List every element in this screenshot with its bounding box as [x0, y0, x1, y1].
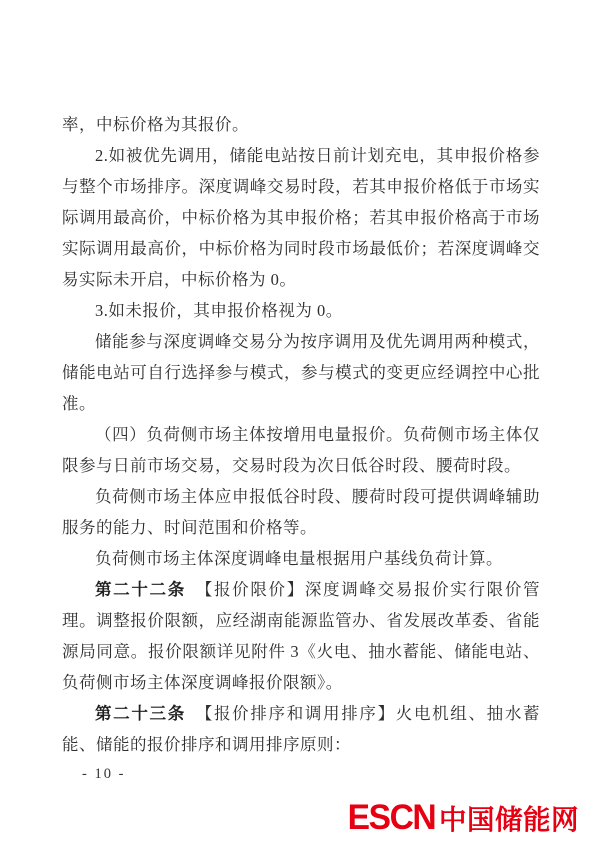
document-body: [62, 109, 540, 760]
body-paragraph: [62, 326, 540, 419]
body-paragraph: [62, 543, 540, 574]
article-number: 第二十三条: [95, 704, 186, 723]
body-paragraph: [62, 481, 540, 543]
paragraph-text: 2.如被优先调用，储能电站按日前计划充电，其申报价格参与整个市场排序。深度调峰交易时段，若其申报价格低于市场实际调用最高价，中标价格为其申报价格；若其申报价格高于市场实际调用最高价，中标价格为同时段市场最低价；若深度调峰交易实际未开启，中标价格为 0。: [62, 146, 540, 289]
paragraph-text: 储能参与深度调峰交易分为按序调用及优先调用两种模式，储能电站可自行选择参与模式，参与模式的变更应经调控中心批准。: [62, 332, 540, 413]
logo-text-latin: ESCN: [347, 798, 435, 837]
paragraph-text: 【报价排序和调用排序】火电机组、抽水蓄能、储能的报价排序和调用排序原则：: [62, 704, 541, 754]
paragraph-text: 3.如未报价，其申报价格视为 0。: [95, 301, 343, 320]
body-paragraph: [62, 574, 540, 698]
page-number: - 10 -: [82, 766, 126, 782]
paragraph-text: 【报价限价】深度调峰交易报价实行限价管理。调整报价限额，应经湖南能源监管办、省发展改革委、省能源局同意。报价限额详见附件 3《火电、抽水蓄能、储能电站、负荷侧市场主体深度调峰报价限额》。: [62, 580, 541, 692]
paragraph-text: （四）负荷侧市场主体按增用电量报价。负荷侧市场主体仅限参与日前市场交易，交易时段为次日低谷时段、腰荷时段。: [62, 425, 540, 475]
paragraph-text: 负荷侧市场主体深度调峰电量根据用户基线负荷计算。: [95, 549, 503, 568]
paragraph-text: 率，中标价格为其报价。: [62, 115, 249, 134]
body-paragraph: [62, 140, 540, 295]
paragraph-text: 负荷侧市场主体应申报低谷时段、腰荷时段可提供调峰辅助服务的能力、时间范围和价格等。: [62, 487, 540, 537]
body-paragraph: [62, 109, 540, 140]
body-paragraph: [62, 419, 540, 481]
escn-logo: [344, 797, 579, 838]
logo-text-cjk: 中国储能网: [439, 804, 579, 835]
body-paragraph: [62, 698, 540, 760]
body-paragraph: [62, 295, 540, 326]
article-number: 第二十二条: [95, 580, 186, 599]
